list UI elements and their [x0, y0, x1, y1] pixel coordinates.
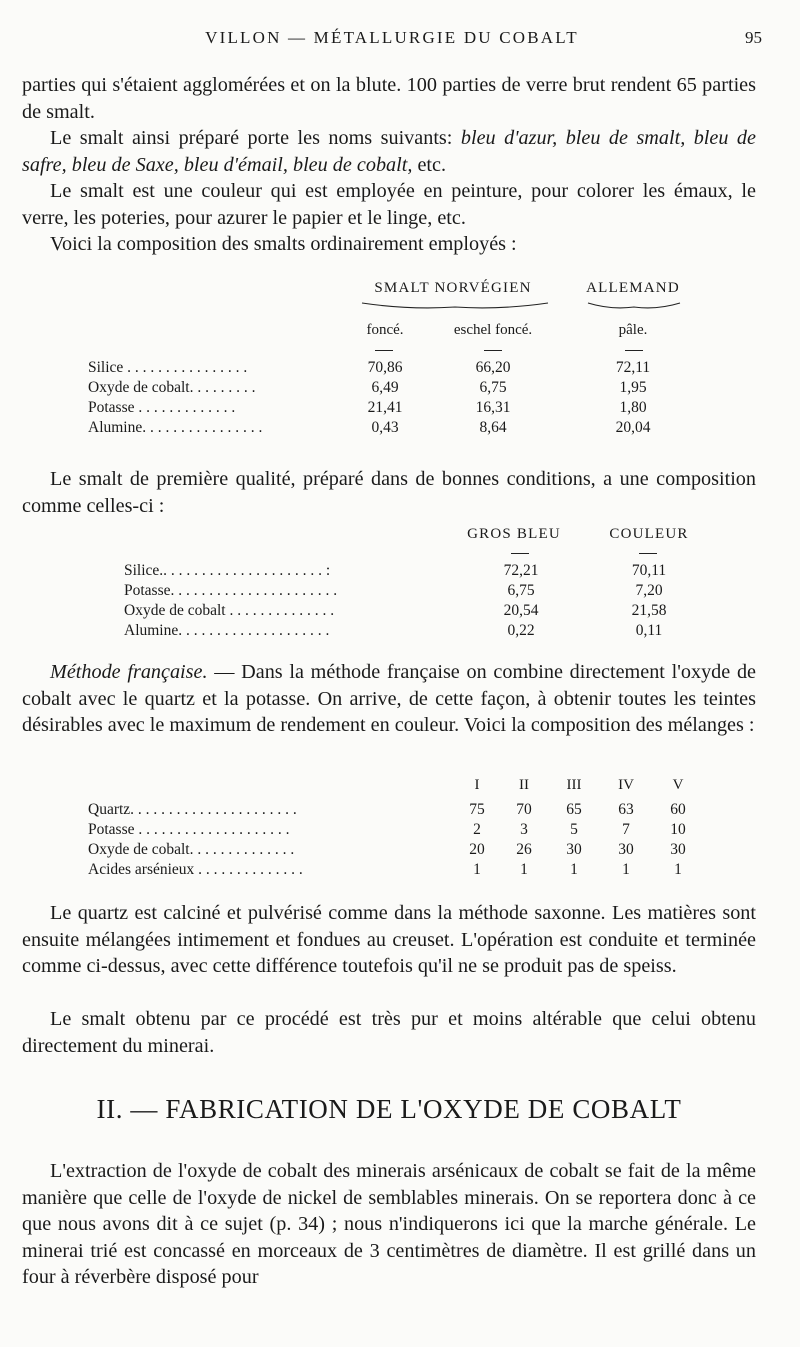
cell: 21,41 [367, 399, 403, 416]
page-number: 95 [745, 28, 762, 47]
cell: 20,54 [503, 602, 539, 619]
cell: 8,64 [479, 419, 507, 436]
cell: 75 [469, 801, 485, 818]
paragraph-7: Le quartz est calciné et pulvérisé comme dans la méthode saxonne. Les matières sont ensuite mélangées intimement et fondues au creuset. L'opération est conduite et terminée comme ci-dessus, avec cette différence toutefois qu'il ne se produit pas de speiss. [22, 902, 756, 978]
cell: 7 [622, 821, 630, 838]
col-couleur: COULEUR [609, 526, 689, 542]
cell: 16,31 [475, 399, 511, 416]
dash [484, 350, 502, 351]
row-label: Acides arsénieux . . . . . . . . . . . . . . [88, 861, 303, 878]
cell: 70,11 [631, 562, 667, 579]
cell: 72,11 [615, 359, 651, 376]
paragraph-6-text: — Dans la méthode française on combine directement l'oxyde de cobalt avec le quartz et la potasse. On arrive, de cette façon, à obtenir toutes les teintes désirables avec le maximum de rendement en couleur. Voici la composition des mélanges : [22, 661, 756, 737]
cell: 5 [570, 821, 578, 838]
cell: 10 [670, 821, 686, 838]
row-label: Oxyde de cobalt . . . . . . . . . . . . . . [124, 602, 335, 619]
cell: 63 [618, 801, 634, 818]
cell: 1 [570, 861, 578, 878]
col-eschel-fonce: eschel foncé. [453, 322, 533, 338]
row-label: Silice . . . . . . . . . . . . . . . . [88, 359, 248, 376]
table-melanges [88, 777, 708, 887]
paragraph-2-end: etc. [412, 153, 447, 176]
cell: 6,75 [507, 582, 535, 599]
cell: 66,20 [475, 359, 511, 376]
cell: 60 [670, 801, 686, 818]
cell: 1 [520, 861, 528, 878]
section-title: II. — FABRICATION DE L'OXYDE DE COBALT [96, 1094, 682, 1124]
group-header-norvegien: SMALT NORVÉGIEN [374, 280, 532, 296]
dash [639, 553, 657, 554]
cell: 70,86 [367, 359, 403, 376]
cell: 0,22 [507, 622, 535, 639]
cell: 26 [516, 841, 532, 858]
col-iv: IV [618, 777, 634, 793]
cell: 2 [473, 821, 481, 838]
col-ii: II [519, 777, 529, 793]
running-header [22, 28, 762, 54]
paragraph-2-names: bleu d'azur, bleu de smalt, bleu de safre, bleu de Saxe, bleu d'émail, bleu de cobalt, [22, 127, 756, 176]
paragraph-6 [22, 659, 756, 739]
row-label: Oxyde de cobalt. . . . . . . . . [88, 379, 256, 396]
paragraph-1: parties qui s'étaient agglomérées et on la blute. 100 parties de verre brut rendent 65 parties de smalt. [22, 74, 756, 123]
paragraph-2 [22, 125, 756, 178]
cell: 3 [520, 821, 528, 838]
col-fonce: foncé. [366, 322, 404, 338]
row-label: Potasse . . . . . . . . . . . . . . . . . . . . [88, 821, 290, 838]
col-i: I [474, 777, 480, 793]
paragraph-5: Le smalt de première qualité, préparé dans de bonnes conditions, a une composition comme celles-ci : [22, 468, 756, 517]
paragraph-3: Le smalt est une couleur qui est employée en peinture, pour colorer les émaux, le verre, les poteries, pour azurer le papier et le linge, etc. [22, 180, 756, 229]
cell: 0,11 [635, 622, 663, 639]
cell: 6,49 [371, 379, 399, 396]
cell: 1 [622, 861, 630, 878]
brace-allemand [586, 301, 682, 311]
paragraph-8: Le smalt obtenu par ce procédé est très pur et moins altérable que celui obtenu directement du minerai. [22, 1008, 756, 1057]
dash [625, 350, 643, 351]
cell: 30 [618, 841, 634, 858]
cell: 1,80 [619, 399, 647, 416]
table-smalt-composition [88, 280, 708, 440]
cell: 65 [566, 801, 582, 818]
cell: 72,21 [503, 562, 539, 579]
row-label: Potasse. . . . . . . . . . . . . . . . . . . . . . [124, 582, 338, 599]
cell: 1 [473, 861, 481, 878]
table-premiere-qualite [124, 526, 704, 646]
cell: 21,58 [631, 602, 667, 619]
row-label: Alumine. . . . . . . . . . . . . . . . [88, 419, 263, 436]
cell: 20,04 [615, 419, 651, 436]
col-v: V [672, 777, 684, 793]
cell: 6,75 [479, 379, 507, 396]
paragraph-2-start: Le smalt ainsi préparé porte les noms suivants: [50, 127, 461, 149]
running-title: VILLON — MÉTALLURGIE DU COBALT [205, 28, 579, 47]
row-label: Quartz. . . . . . . . . . . . . . . . . . . . . . [88, 801, 297, 818]
paragraph-9: L'extraction de l'oxyde de cobalt des minerais arsénicaux de cobalt se fait de la même manière que celle de l'oxyde de nickel de semblables minerais. On se reportera donc à ce que nous avons dit à ce sujet (p. 34) ; nous n'indiquerons ici que la marche générale. Le minerai trié est concassé en morceaux de 3 centimètres de diamètre. Il est grillé dans un four à réverbère disposé pour [22, 1160, 756, 1289]
row-label: Oxyde de cobalt. . . . . . . . . . . . . . [88, 841, 295, 858]
brace-norvegien [360, 301, 550, 311]
paragraph-6-heading: Méthode française. [50, 661, 208, 683]
cell: 30 [566, 841, 582, 858]
cell: 7,20 [635, 582, 663, 599]
cell: 1 [674, 861, 682, 878]
col-gros-bleu: GROS BLEU [467, 526, 561, 542]
col-iii: III [566, 777, 582, 793]
group-header-allemand: ALLEMAND [586, 280, 680, 296]
dash [375, 350, 393, 351]
cell: 0,43 [371, 419, 399, 436]
cell: 1,95 [619, 379, 647, 396]
row-label: Silice.. . . . . . . . . . . . . . . . . . . . . : [124, 562, 331, 579]
cell: 20 [469, 841, 485, 858]
row-label: Potasse . . . . . . . . . . . . . [88, 399, 236, 416]
cell: 70 [516, 801, 532, 818]
col-pale: pâle. [618, 322, 648, 338]
cell: 30 [670, 841, 686, 858]
paragraph-4: Voici la composition des smalts ordinairement employés : [50, 233, 517, 255]
dash [511, 553, 529, 554]
row-label: Alumine. . . . . . . . . . . . . . . . . . . . [124, 622, 330, 639]
